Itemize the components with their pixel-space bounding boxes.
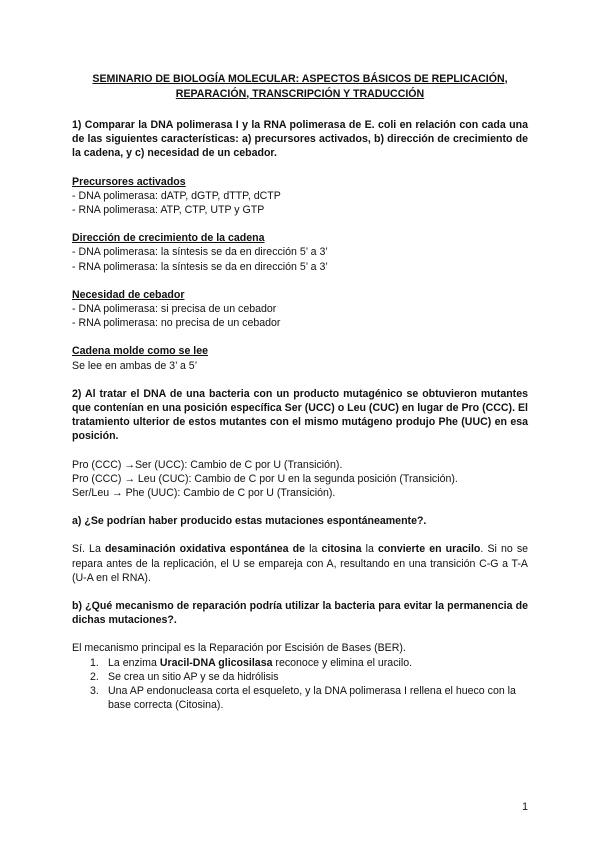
- step-number: 3.: [90, 685, 99, 698]
- mutations-list: [72, 458, 528, 501]
- section-line: - RNA polimerasa: no precisa de un cebador: [72, 317, 281, 330]
- section-cadena-molde: [72, 344, 528, 372]
- answer-text: Sí. La: [72, 543, 105, 556]
- section-line: - DNA polimerasa: la síntesis se da en dirección 5’ a 3’: [72, 246, 328, 259]
- document-title: [72, 72, 528, 101]
- answer-text: la: [361, 543, 378, 556]
- answer-bold-text: citosina: [321, 543, 362, 556]
- answer-b: [72, 641, 528, 712]
- section-line: - RNA polimerasa: ATP, CTP, UTP y GTP: [72, 204, 265, 217]
- step-text: Se crea un sitio AP y se da hidrólisis: [108, 670, 279, 683]
- section-heading: Necesidad de cebador: [72, 288, 185, 301]
- document-page: [72, 72, 528, 713]
- section-direccion: [72, 231, 528, 274]
- section-line: - RNA polimerasa: la síntesis se da en dirección 5’ a 3’: [72, 260, 328, 273]
- section-heading: Dirección de crecimiento de la cadena: [72, 232, 265, 245]
- answer-bold-text: convierte en uracilo: [378, 543, 481, 556]
- repair-step: [72, 684, 528, 712]
- question-2: 2) Al tratar el DNA de una bacteria con un producto mutagénico se obtuvieron mutantes que contenían en una posición específica Ser (UCC) o Leu (CUC) en lugar de Pro (CCC). El tratamiento ulterior de estos mutantes con el mismo mutágeno produjo Phe (UUC) en esa posición.: [72, 387, 528, 443]
- answer-bold-text: desaminación oxidativa espontánea de: [104, 543, 306, 556]
- section-line: - DNA polimerasa: si precisa de un cebador: [72, 303, 277, 316]
- mutation-line: Ser/Leu → Phe (UUC): Cambio de C por U (Transición).: [72, 487, 336, 500]
- subquestion-b: b) ¿Qué mecanismo de reparación podría utilizar la bacteria para evitar la permanencia de dichas mutaciones?.: [72, 600, 528, 627]
- question-1: 1) Comparar la DNA polimerasa I y la RNA polimerasa de E. coli en relación con cada una de las siguientes características: a) precursores activados, b) dirección de crecimiento de la cadena, y c) necesidad de un cebador.: [72, 119, 528, 160]
- step-bold-text: Uracil-DNA glicosilasa: [159, 656, 273, 669]
- step-number: 1.: [90, 656, 99, 669]
- answer-text: . Si no se repara antes de la replicación, el U se empareja con A, resultando en una transición C-G a T-A (U-A en el RNA).: [72, 543, 529, 584]
- title-line-1: SEMINARIO DE BIOLOGÍA MOLECULAR: ASPECTOS BÁSICOS DE REPLICACIÓN,: [92, 73, 508, 85]
- subquestion-a: a) ¿Se podrían haber producido estas mutaciones espontáneamente?.: [72, 515, 427, 528]
- section-line: - DNA polimerasa: dATP, dGTP, dTTP, dCTP: [72, 189, 281, 202]
- step-number: 2.: [90, 670, 99, 683]
- section-heading: Cadena molde como se lee: [72, 345, 209, 358]
- section-heading: Precursores activados: [72, 175, 186, 188]
- section-precursores: [72, 175, 528, 218]
- page-number: 1: [522, 801, 528, 813]
- step-text: La enzima: [108, 656, 160, 669]
- answer-b-intro: El mecanismo principal es la Reparación por Escisión de Bases (BER).: [72, 642, 406, 655]
- answer-a: [72, 542, 528, 585]
- section-cebador: [72, 288, 528, 331]
- repair-step: [72, 656, 528, 670]
- answer-text: la: [305, 543, 322, 556]
- section-line: Se lee en ambas de 3’ a 5’: [72, 359, 198, 372]
- step-text: Una AP endonucleasa corta el esqueleto, y la DNA polimerasa I rellena el hueco con la base correcta (Citosina).: [108, 685, 516, 712]
- repair-steps-list: [72, 656, 528, 713]
- title-line-2: REPARACIÓN, TRANSCRIPCIÓN Y TRADUCCIÓN: [175, 87, 425, 100]
- mutation-line: Pro (CCC) → Leu (CUC): Cambio de C por U en la segunda posición (Transición).: [72, 472, 458, 485]
- mutation-line: Pro (CCC) →Ser (UCC): Cambio de C por U (Transición).: [72, 458, 343, 471]
- repair-step: [72, 670, 528, 684]
- step-text: reconoce y elimina el uracilo.: [272, 656, 413, 669]
